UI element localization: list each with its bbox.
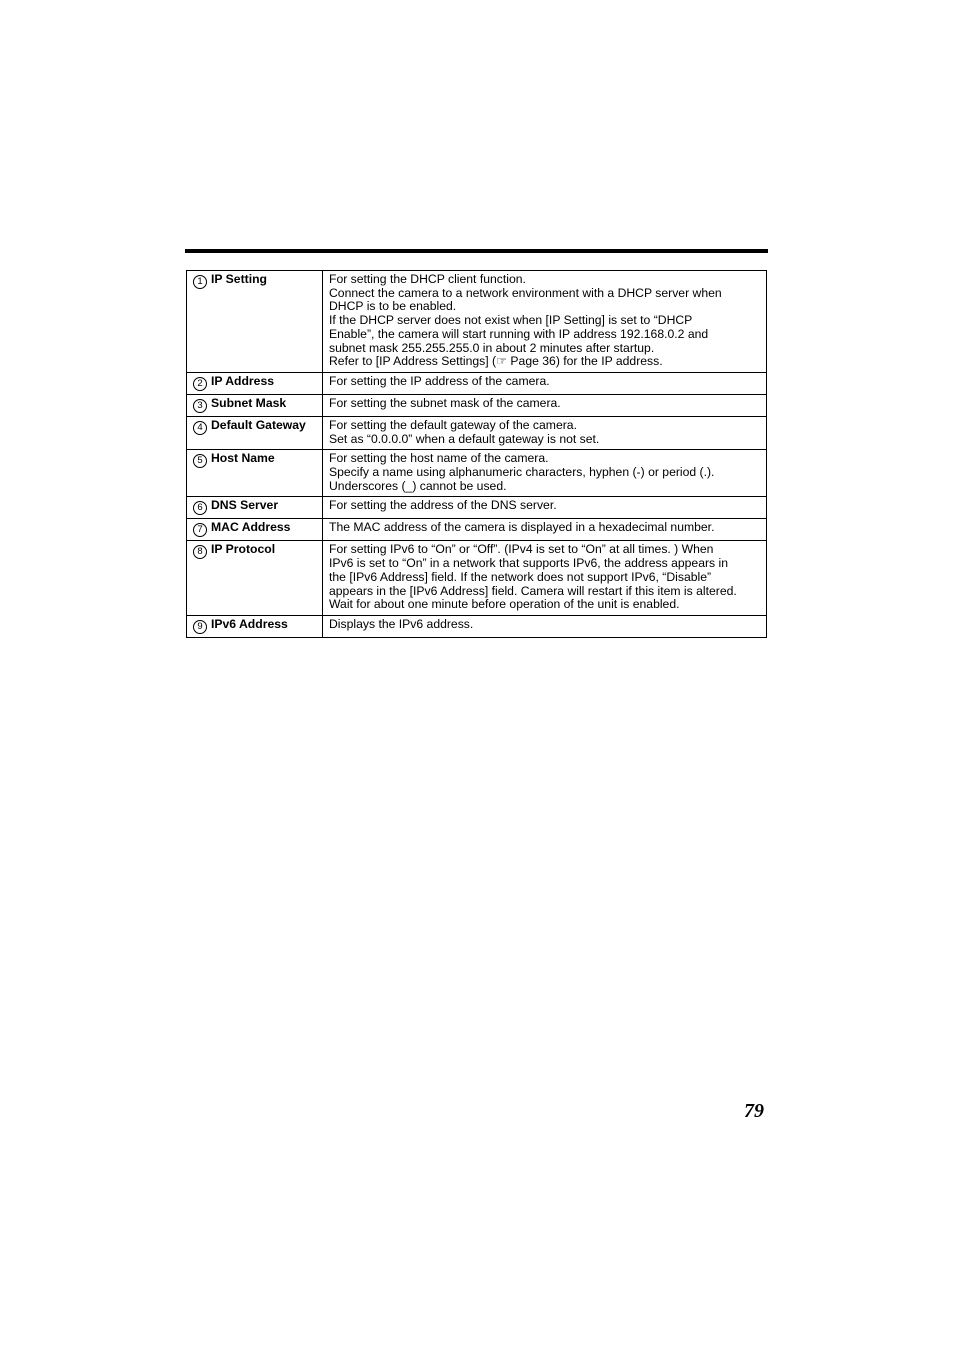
setting-description (323, 450, 767, 497)
description-line: Wait for about one minute before operation of the unit is enabled. (329, 597, 680, 612)
description-line: For setting the IP address of the camera. (329, 373, 550, 388)
setting-description (323, 497, 767, 519)
item-number-badge: 1 (193, 275, 207, 289)
item-number-badge: 3 (193, 399, 207, 413)
setting-description (323, 615, 767, 637)
item-number-badge: 5 (193, 454, 207, 468)
description-line: subnet mask 255.255.255.0 in about 2 minutes after startup. (329, 340, 655, 355)
settings-table (186, 270, 767, 638)
table-row (187, 372, 767, 394)
table-row (187, 615, 767, 637)
item-number-badge: 7 (193, 523, 207, 537)
item-number-badge: 4 (193, 421, 207, 435)
setting-name-cell (187, 541, 323, 616)
description-line: For setting the address of the DNS server. (329, 498, 557, 513)
description-line: IPv6 is set to “On” in a network that supports IPv6, the address appears in (329, 556, 729, 571)
description-line: For setting the subnet mask of the camera. (329, 395, 561, 410)
setting-description (323, 372, 767, 394)
setting-name-cell (187, 615, 323, 637)
setting-name-cell (187, 372, 323, 394)
setting-description (323, 271, 767, 373)
item-number-badge: 8 (193, 545, 207, 559)
settings-table-body (187, 271, 767, 638)
table-row (187, 416, 767, 449)
setting-name: DNS Server (211, 498, 279, 513)
description-line: Displays the IPv6 address. (329, 616, 474, 631)
item-number-badge: 2 (193, 377, 207, 391)
setting-name: IP Protocol (211, 542, 276, 557)
setting-name: Subnet Mask (211, 395, 287, 410)
setting-name: MAC Address (211, 520, 291, 535)
table-row (187, 497, 767, 519)
setting-description (323, 394, 767, 416)
setting-description (323, 541, 767, 616)
table-row (187, 450, 767, 497)
setting-name-cell (187, 394, 323, 416)
setting-description (323, 519, 767, 541)
description-line: appears in the [IPv6 Address] field. Camera will restart if this item is altered. (329, 583, 737, 598)
setting-name: IP Address (211, 373, 274, 388)
table-row (187, 394, 767, 416)
description-line: the [IPv6 Address] field. If the network does not support IPv6, “Disable” (329, 569, 712, 584)
item-number-badge: 9 (193, 620, 207, 634)
description-line: For setting IPv6 to “On” or “Off”. (IPv4 is set to “On” at all times. ) When (329, 542, 714, 557)
table-row (187, 541, 767, 616)
setting-name: Default Gateway (211, 417, 306, 432)
description-line: For setting the default gateway of the camera. (329, 417, 577, 432)
page-number: 79 (744, 1100, 764, 1122)
setting-name-cell (187, 497, 323, 519)
description-line: Set as “0.0.0.0” when a default gateway is not set. (329, 431, 600, 446)
table-row (187, 519, 767, 541)
description-line: The MAC address of the camera is displayed in a hexadecimal number. (329, 520, 715, 535)
item-number-badge: 6 (193, 501, 207, 515)
table-row (187, 271, 767, 373)
description-line: DHCP is to be enabled. (329, 299, 457, 314)
setting-name: Host Name (211, 451, 275, 466)
description-line: Specify a name using alphanumeric characters, hyphen (-) or period (.). (329, 465, 715, 480)
setting-name-cell (187, 271, 323, 373)
description-line: For setting the host name of the camera. (329, 451, 549, 466)
setting-name-cell (187, 519, 323, 541)
description-line: If the DHCP server does not exist when [IP Setting] is set to “DHCP (329, 313, 693, 328)
description-line: Connect the camera to a network environment with a DHCP server when (329, 285, 722, 300)
setting-name-cell (187, 416, 323, 449)
setting-name-cell (187, 450, 323, 497)
description-line: Underscores (_) cannot be used. (329, 478, 507, 493)
setting-name: IPv6 Address (211, 616, 288, 631)
top-rule (185, 249, 768, 253)
setting-description (323, 416, 767, 449)
description-line: For setting the DHCP client function. (329, 272, 526, 286)
description-line: Enable”, the camera will start running with IP address 192.168.0.2 and (329, 326, 709, 341)
setting-name: IP Setting (211, 272, 267, 286)
description-line: Refer to [IP Address Settings] (☞ Page 36) for the IP address. (329, 354, 663, 369)
